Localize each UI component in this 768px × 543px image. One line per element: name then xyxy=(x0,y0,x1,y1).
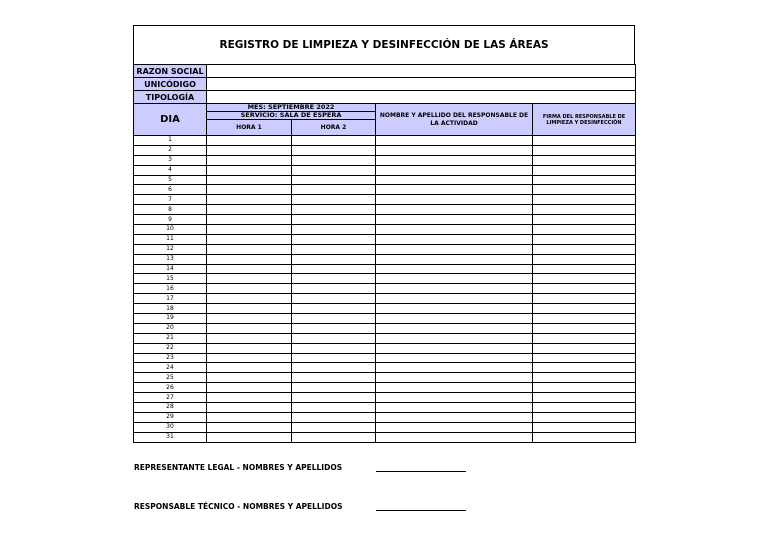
hora2-cell[interactable] xyxy=(292,284,376,294)
table-row xyxy=(134,205,636,215)
hora2-cell[interactable] xyxy=(292,195,376,205)
hora2-cell[interactable] xyxy=(292,363,376,373)
hora2-cell[interactable] xyxy=(292,244,376,254)
responsable-cell[interactable] xyxy=(376,294,533,304)
day-number: 22 xyxy=(134,343,207,353)
day-number: 7 xyxy=(134,195,207,205)
hora2-cell[interactable] xyxy=(292,205,376,215)
hora2-cell[interactable] xyxy=(292,165,376,175)
hora1-header: HORA 1 xyxy=(207,120,292,136)
table-row xyxy=(134,225,636,235)
day-number: 1 xyxy=(134,136,207,146)
day-number: 20 xyxy=(134,323,207,333)
hora1-cell[interactable] xyxy=(207,393,292,403)
hora1-cell[interactable] xyxy=(207,175,292,185)
table-row xyxy=(134,403,636,413)
hora2-cell[interactable] xyxy=(292,234,376,244)
table-row xyxy=(134,353,636,363)
tipologia-field[interactable] xyxy=(207,91,636,104)
table-row xyxy=(134,422,636,432)
table-row xyxy=(134,393,636,403)
responsable-cell[interactable] xyxy=(376,363,533,373)
firma-cell[interactable] xyxy=(533,383,636,393)
table-row xyxy=(134,264,636,274)
responsable-cell[interactable] xyxy=(376,234,533,244)
hora1-cell[interactable] xyxy=(207,185,292,195)
firma-cell[interactable] xyxy=(533,195,636,205)
hora2-cell[interactable] xyxy=(292,314,376,324)
hora2-cell[interactable] xyxy=(292,145,376,155)
day-number: 5 xyxy=(134,175,207,185)
table-row xyxy=(134,155,636,165)
firma-cell[interactable] xyxy=(533,343,636,353)
firma-cell[interactable] xyxy=(533,234,636,244)
day-number: 13 xyxy=(134,254,207,264)
hora1-cell[interactable] xyxy=(207,422,292,432)
hora1-cell[interactable] xyxy=(207,254,292,264)
firma-cell[interactable] xyxy=(533,363,636,373)
table-row xyxy=(134,304,636,314)
responsable-cell[interactable] xyxy=(376,155,533,165)
hora2-cell[interactable] xyxy=(292,333,376,343)
firma-cell[interactable] xyxy=(533,244,636,254)
hora1-cell[interactable] xyxy=(207,155,292,165)
firma-cell[interactable] xyxy=(533,373,636,383)
responsable-cell[interactable] xyxy=(376,343,533,353)
hora1-cell[interactable] xyxy=(207,403,292,413)
hora2-cell[interactable] xyxy=(292,432,376,442)
firma-cell[interactable] xyxy=(533,165,636,175)
firma-cell[interactable] xyxy=(533,422,636,432)
day-number: 18 xyxy=(134,304,207,314)
responsable-cell[interactable] xyxy=(376,165,533,175)
hora1-cell[interactable] xyxy=(207,264,292,274)
hora2-cell[interactable] xyxy=(292,412,376,422)
hora1-cell[interactable] xyxy=(207,165,292,175)
table-row xyxy=(134,432,636,442)
hora2-cell[interactable] xyxy=(292,373,376,383)
table-row xyxy=(134,383,636,393)
responsable-header: NOMBRE Y APELLIDO DEL RESPONSABLE DE LA ACTIVIDAD xyxy=(376,104,533,136)
firma-cell[interactable] xyxy=(533,274,636,284)
razon-social-field[interactable] xyxy=(207,65,636,78)
responsable-cell[interactable] xyxy=(376,264,533,274)
hora2-cell[interactable] xyxy=(292,215,376,225)
hora1-cell[interactable] xyxy=(207,314,292,324)
day-number: 30 xyxy=(134,422,207,432)
day-number: 4 xyxy=(134,165,207,175)
day-number: 8 xyxy=(134,205,207,215)
firma-cell[interactable] xyxy=(533,175,636,185)
table-row xyxy=(134,284,636,294)
responsable-cell[interactable] xyxy=(376,432,533,442)
responsable-cell[interactable] xyxy=(376,274,533,284)
responsable-cell[interactable] xyxy=(376,353,533,363)
firma-cell[interactable] xyxy=(533,412,636,422)
firma-cell[interactable] xyxy=(533,284,636,294)
firma-header: FIRMA DEL RESPONSABLE DE LIMPIEZA Y DESINFECCIÓN xyxy=(533,104,636,136)
hora2-cell[interactable] xyxy=(292,393,376,403)
representante-legal-signature-line[interactable] xyxy=(376,462,466,472)
day-number: 12 xyxy=(134,244,207,254)
hora2-cell[interactable] xyxy=(292,185,376,195)
table-row xyxy=(134,185,636,195)
table-row xyxy=(134,165,636,175)
hora2-cell[interactable] xyxy=(292,343,376,353)
table-row xyxy=(134,175,636,185)
dia-header: DIA xyxy=(134,104,207,136)
responsable-tecnico-label: RESPONSABLE TÉCNICO - NOMBRES Y APELLIDOS xyxy=(134,502,343,511)
responsable-cell[interactable] xyxy=(376,136,533,146)
hora2-cell[interactable] xyxy=(292,225,376,235)
day-number: 21 xyxy=(134,333,207,343)
day-number: 6 xyxy=(134,185,207,195)
hora1-cell[interactable] xyxy=(207,284,292,294)
table-row xyxy=(134,244,636,254)
table-row xyxy=(134,343,636,353)
hora2-cell[interactable] xyxy=(292,422,376,432)
responsable-cell[interactable] xyxy=(376,383,533,393)
hora2-cell[interactable] xyxy=(292,383,376,393)
table-row xyxy=(134,145,636,155)
firma-cell[interactable] xyxy=(533,304,636,314)
hora2-cell[interactable] xyxy=(292,323,376,333)
table-row xyxy=(134,373,636,383)
day-number: 25 xyxy=(134,373,207,383)
responsable-cell[interactable] xyxy=(376,254,533,264)
hora1-cell[interactable] xyxy=(207,373,292,383)
firma-cell[interactable] xyxy=(533,205,636,215)
firma-cell[interactable] xyxy=(533,185,636,195)
cleaning-log-sheet xyxy=(133,25,635,443)
servicio-header: SERVICIO: SALA DE ESPERA xyxy=(207,112,376,120)
responsable-cell[interactable] xyxy=(376,215,533,225)
table-row xyxy=(134,254,636,264)
hora1-cell[interactable] xyxy=(207,323,292,333)
day-number: 10 xyxy=(134,225,207,235)
hora2-cell[interactable] xyxy=(292,403,376,413)
responsable-tecnico-signature-line[interactable] xyxy=(376,501,466,511)
firma-cell[interactable] xyxy=(533,145,636,155)
unicodigo-field[interactable] xyxy=(207,78,636,91)
table-row xyxy=(134,195,636,205)
firma-cell[interactable] xyxy=(533,333,636,343)
hora1-cell[interactable] xyxy=(207,215,292,225)
hora2-cell[interactable] xyxy=(292,294,376,304)
hora2-cell[interactable] xyxy=(292,136,376,146)
hora2-cell[interactable] xyxy=(292,353,376,363)
table-row xyxy=(134,234,636,244)
day-number: 14 xyxy=(134,264,207,274)
firma-cell[interactable] xyxy=(533,353,636,363)
razon-social-label: RAZON SOCIAL xyxy=(134,65,207,78)
firma-cell[interactable] xyxy=(533,155,636,165)
responsable-cell[interactable] xyxy=(376,373,533,383)
hora1-cell[interactable] xyxy=(207,136,292,146)
hora1-cell[interactable] xyxy=(207,234,292,244)
responsable-cell[interactable] xyxy=(376,422,533,432)
unicodigo-label: UNICÓDIGO xyxy=(134,78,207,91)
hora1-cell[interactable] xyxy=(207,304,292,314)
firma-cell[interactable] xyxy=(533,136,636,146)
hora1-cell[interactable] xyxy=(207,244,292,254)
hora2-cell[interactable] xyxy=(292,254,376,264)
firma-cell[interactable] xyxy=(533,254,636,264)
table-row xyxy=(134,323,636,333)
day-number: 27 xyxy=(134,393,207,403)
hora2-cell[interactable] xyxy=(292,175,376,185)
document-title: REGISTRO DE LIMPIEZA Y DESINFECCIÓN DE LAS ÁREAS xyxy=(133,25,635,64)
firma-cell[interactable] xyxy=(533,393,636,403)
firma-cell[interactable] xyxy=(533,432,636,442)
day-number: 2 xyxy=(134,145,207,155)
responsable-cell[interactable] xyxy=(376,185,533,195)
firma-cell[interactable] xyxy=(533,215,636,225)
hora1-cell[interactable] xyxy=(207,363,292,373)
responsable-cell[interactable] xyxy=(376,225,533,235)
hora1-cell[interactable] xyxy=(207,205,292,215)
responsable-cell[interactable] xyxy=(376,175,533,185)
responsable-cell[interactable] xyxy=(376,195,533,205)
responsable-cell[interactable] xyxy=(376,403,533,413)
day-number: 24 xyxy=(134,363,207,373)
day-number: 11 xyxy=(134,234,207,244)
hora2-header: HORA 2 xyxy=(292,120,376,136)
firma-cell[interactable] xyxy=(533,225,636,235)
hora1-cell[interactable] xyxy=(207,145,292,155)
day-number: 17 xyxy=(134,294,207,304)
day-number: 15 xyxy=(134,274,207,284)
responsable-cell[interactable] xyxy=(376,314,533,324)
firma-cell[interactable] xyxy=(533,314,636,324)
hora1-cell[interactable] xyxy=(207,412,292,422)
day-number: 19 xyxy=(134,314,207,324)
responsable-cell[interactable] xyxy=(376,323,533,333)
responsable-cell[interactable] xyxy=(376,145,533,155)
hora1-cell[interactable] xyxy=(207,333,292,343)
log-table xyxy=(133,64,636,443)
mes-header: MES: SEPTIEMBRE 2022 xyxy=(207,104,376,112)
table-row xyxy=(134,412,636,422)
table-row xyxy=(134,215,636,225)
responsable-cell[interactable] xyxy=(376,284,533,294)
day-number: 31 xyxy=(134,432,207,442)
responsable-cell[interactable] xyxy=(376,393,533,403)
responsable-cell[interactable] xyxy=(376,244,533,254)
hora1-cell[interactable] xyxy=(207,353,292,363)
table-row xyxy=(134,294,636,304)
day-number: 23 xyxy=(134,353,207,363)
hora2-cell[interactable] xyxy=(292,274,376,284)
table-row xyxy=(134,314,636,324)
hora2-cell[interactable] xyxy=(292,155,376,165)
day-number: 29 xyxy=(134,412,207,422)
responsable-cell[interactable] xyxy=(376,205,533,215)
table-row xyxy=(134,136,636,146)
day-number: 28 xyxy=(134,403,207,413)
hora1-cell[interactable] xyxy=(207,432,292,442)
responsable-cell[interactable] xyxy=(376,412,533,422)
table-row xyxy=(134,333,636,343)
day-number: 26 xyxy=(134,383,207,393)
hora1-cell[interactable] xyxy=(207,274,292,284)
table-row xyxy=(134,274,636,284)
firma-cell[interactable] xyxy=(533,264,636,274)
day-number: 16 xyxy=(134,284,207,294)
hora1-cell[interactable] xyxy=(207,343,292,353)
day-number: 3 xyxy=(134,155,207,165)
representante-legal-label: REPRESENTANTE LEGAL - NOMBRES Y APELLIDOS xyxy=(134,463,343,472)
firma-cell[interactable] xyxy=(533,294,636,304)
hora1-cell[interactable] xyxy=(207,225,292,235)
responsable-cell[interactable] xyxy=(376,304,533,314)
hora1-cell[interactable] xyxy=(207,383,292,393)
day-number: 9 xyxy=(134,215,207,225)
hora1-cell[interactable] xyxy=(207,195,292,205)
firma-cell[interactable] xyxy=(533,403,636,413)
hora1-cell[interactable] xyxy=(207,294,292,304)
responsable-cell[interactable] xyxy=(376,333,533,343)
hora2-cell[interactable] xyxy=(292,304,376,314)
tipologia-label: TIPOLOGÍA xyxy=(134,91,207,104)
firma-cell[interactable] xyxy=(533,323,636,333)
hora2-cell[interactable] xyxy=(292,264,376,274)
table-row xyxy=(134,363,636,373)
